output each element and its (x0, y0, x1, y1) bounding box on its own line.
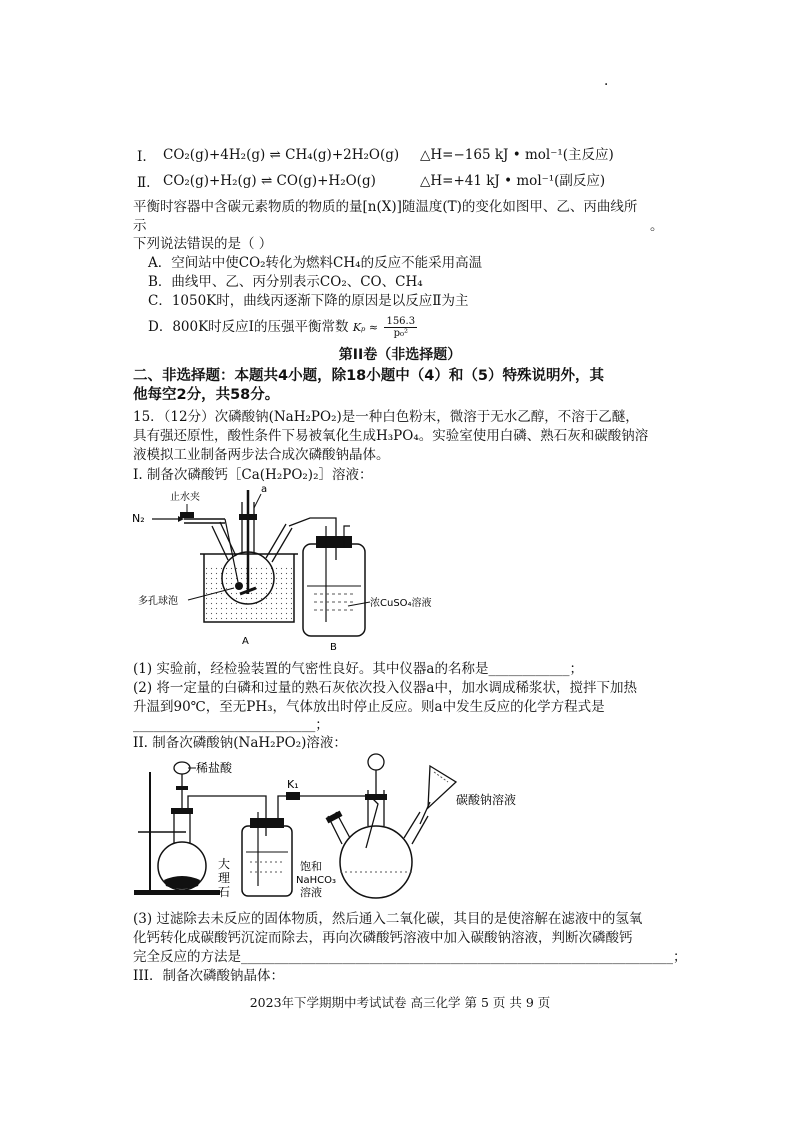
option-c: C．1050K时，曲线丙逐渐下降的原因是以反应Ⅱ为主 (148, 293, 469, 309)
fig1-a-label: a (261, 484, 268, 495)
reaction-2-label: Ⅱ. (137, 175, 151, 191)
section-2-desc-2: 他每空2分，共58分。 (133, 387, 280, 403)
fig2-hcl-label: 稀盐酸 (196, 761, 233, 775)
part-3-title: III．制备次磷酸钠晶体： (133, 968, 284, 984)
reaction-flask (340, 826, 412, 898)
fig1-stopcock-label: 止水夹 (170, 492, 200, 503)
apparatus-figure-2 (130, 752, 590, 902)
fig1-B-label: B (330, 642, 337, 653)
funnel-stopcock (176, 786, 188, 790)
q15-line-1: 15．（12分）次磷酸钠(NaH₂PO₂)是一种白色粉末，微溶于无水乙醇，不溶于乙醚， (133, 409, 639, 425)
option-d-fraction (384, 316, 417, 339)
fig2-k1-label: K₁ (287, 778, 299, 791)
fig2-sat-2: NaHCO₃ (296, 875, 336, 886)
fig2-marble-3: 石 (218, 885, 231, 899)
question-stem: 下列说法错误的是（ ） (133, 236, 273, 252)
intro-line-1: 平衡时容器中含碳元素物质的物质的量[n(X)]随温度(T)的变化如图甲、乙、丙曲线所 (133, 199, 638, 215)
reaction-1-label: Ⅰ. (137, 149, 147, 165)
k1-clamp (286, 792, 300, 800)
option-d-kp: Kₚ ≈ (352, 321, 379, 334)
option-d-numerator: 156.3 (386, 316, 416, 327)
q15-line-3: 液模拟工业制备两步法合成次磷酸钠晶体。 (133, 447, 390, 463)
fig1-A-label: A (242, 636, 249, 647)
fig2-na2co3-label: 碳酸钠溶液 (456, 793, 517, 807)
part-1-title: I. 制备次磷酸钙［Ca(H₂PO₂)₂］溶液： (133, 467, 373, 483)
retort-stand-base (134, 890, 220, 895)
option-d-denominator: p₀² (393, 328, 408, 339)
hcl-funnel (174, 762, 190, 774)
section-2-title: 第II卷（非选择题） (338, 347, 462, 363)
option-a: A．空间站中使CO₂转化为燃料CH₄的反应不能采用高温 (148, 255, 483, 271)
q15-sub-2c: ___________________________； (133, 717, 329, 733)
cuso4-leader (348, 602, 370, 606)
q15-sub-3c: 完全反应的方法是________________________________________________________________； (133, 949, 687, 965)
bottle-stopper (316, 536, 352, 548)
q15-sub-2b: 升温到90℃，至无PH₃，气体放出时停止反应。则a中发生反应的化学方程式是 (133, 699, 605, 715)
condenser-bulb (368, 754, 384, 770)
left-neck-stopper (326, 811, 343, 824)
q15-sub-2a: (2) 将一定量的白磷和过量的熟石灰依次投入仪器a中，加水调成稀浆状，搅拌下加热 (133, 680, 637, 696)
right-neck-2 (272, 528, 292, 562)
q15-sub-3b: 化钙转化成碳酸钙沉淀而除去，再向次磷酸钙溶液中加入碳酸钠溶液，判断次磷酸钙 (133, 930, 633, 946)
fig2-sat-3: 溶液 (300, 886, 322, 899)
part-2-title: II. 制备次磷酸钠(NaH₂PO₂)溶液： (133, 735, 347, 751)
na2co3-funnel (428, 766, 456, 808)
fig1-bubbler-label: 多孔球泡 (138, 596, 178, 607)
reaction-2-enthalpy: △H=+41 kJ • mol⁻¹(副反应) (420, 173, 606, 189)
intro-line-2: 示 (133, 218, 147, 234)
right-neck-1 (266, 524, 286, 558)
reaction-1-enthalpy: △H=−165 kJ • mol⁻¹(主反应) (420, 147, 614, 163)
wash-bottle (303, 544, 365, 636)
reaction-2-equation: CO₂(g)+H₂(g) ⇌ CO(g)+H₂O(g) (163, 173, 376, 189)
fig1-cuso4-label: 浓CuSO₄溶液 (370, 598, 432, 609)
left-neck-1 (212, 526, 228, 560)
left-neck-2 (220, 522, 236, 556)
fig1-n2-label: N₂ (132, 512, 145, 525)
generator-stopper (171, 808, 193, 814)
option-b: B．曲线甲、乙、丙分别表示CO₂、CO、CH₄ (148, 274, 423, 290)
q15-sub-3a: (3) 过滤除去未反应的固体物质，然后通入二氧化碳，其目的是使溶解在滤液中的氢氧 (133, 911, 643, 927)
fig2-marble-1: 大 (218, 857, 231, 871)
marble-chips (164, 876, 200, 889)
nahco3-bottle (242, 826, 292, 896)
center-neck-stopper (365, 794, 387, 800)
a-leader (254, 494, 261, 508)
stopcock-clamp (180, 512, 194, 518)
nahco3-stopper (250, 818, 284, 828)
intro-period: 。 (650, 218, 664, 234)
q15-sub-1: (1) 实验前，经检验装置的气密性良好。其中仪器a的名称是____________； (133, 661, 583, 677)
option-d-text: D．800K时反应Ⅰ的压强平衡常数 (148, 319, 349, 335)
page-footer: 2023年下学期期中考试试卷 高三化学 第 5 页 共 9 页 (249, 995, 551, 1010)
bubbler-ball (235, 582, 243, 590)
fig2-marble-2: 理 (218, 871, 231, 885)
reaction-1-equation: CO₂(g)+4H₂(g) ⇌ CH₄(g)+2H₂O(g) (163, 147, 400, 163)
co2-tube-1 (188, 796, 266, 836)
option-d (148, 316, 417, 339)
fig2-sat-1: 饱和 (300, 860, 322, 873)
apparatus-figure-1 (130, 482, 470, 654)
q15-line-2: 具有强还原性，酸性条件下易被氧化生成H₃PO₄。实验室使用白磷、熟石灰和碳酸钠溶 (133, 428, 649, 444)
section-2-desc-1: 二、非选择题：本题共4小题，除18小题中（4）和（5）特殊说明外，其 (133, 368, 604, 384)
corner-mark: . (604, 73, 609, 89)
